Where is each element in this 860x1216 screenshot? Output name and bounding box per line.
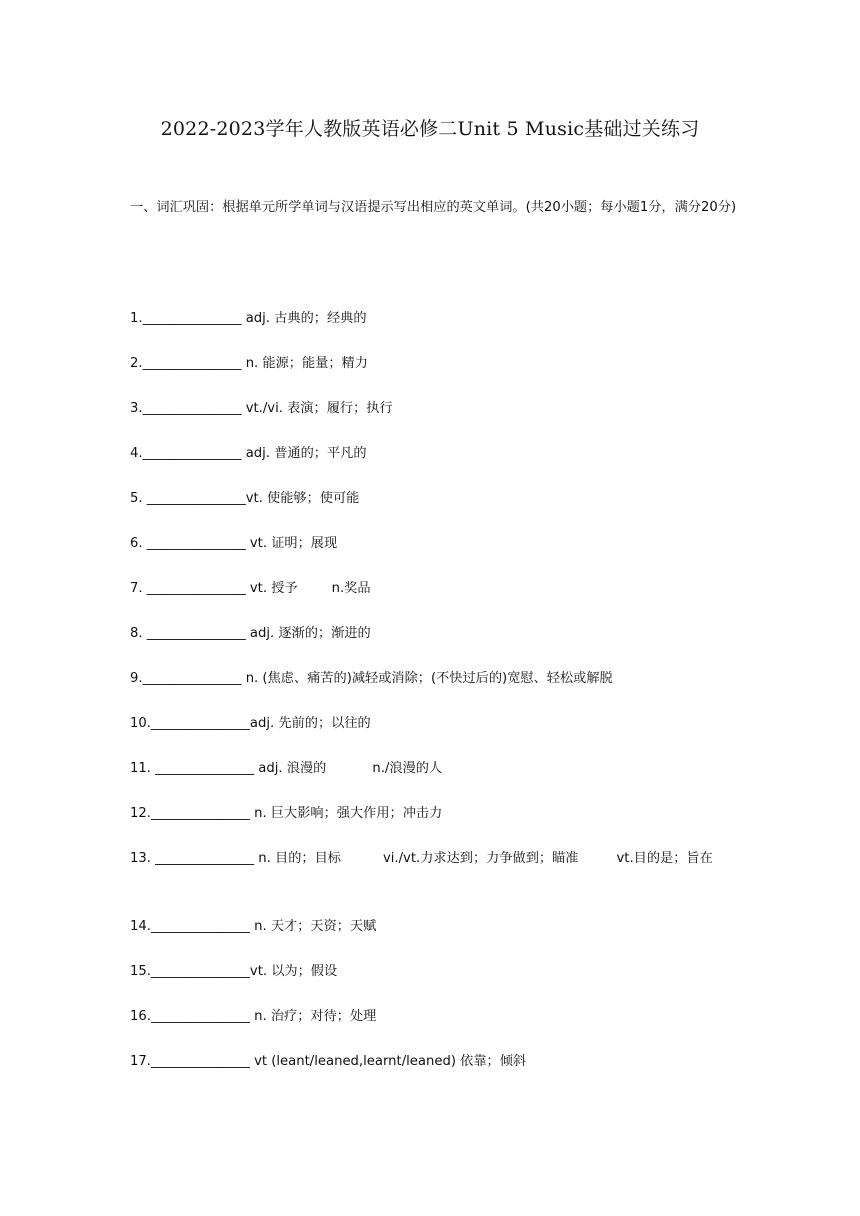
item-definition: n. (焦虑、痛苦的)减轻或消除；(不快过后的)宽慰、轻松或解脱 (241, 671, 613, 686)
item-definition-extra: vt.目的是；旨在 (616, 851, 713, 866)
item-definition: n. 能源；能量；精力 (241, 356, 368, 371)
item-prefix: 11. _______________ (130, 761, 255, 776)
list-item (130, 803, 742, 825)
item-definition: vt. 以为；假设 (249, 964, 338, 979)
item-prefix: 12._______________ (130, 806, 250, 821)
item-prefix: 10._______________ (130, 716, 250, 731)
item-definition: adj. 普通的；平凡的 (241, 446, 367, 461)
list-item (130, 443, 742, 465)
item-prefix: 3._______________ (130, 401, 242, 416)
item-prefix: 9._______________ (130, 671, 242, 686)
item-definition: n. 治疗；对待；处理 (249, 1009, 377, 1024)
item-definition: vt. 授予 (245, 581, 298, 596)
list-item (130, 398, 742, 420)
list-item (130, 578, 742, 600)
item-prefix: 14._______________ (130, 919, 250, 934)
item-prefix: 8. _______________ (130, 626, 246, 641)
list-item (130, 961, 742, 983)
section-instructions: 一、词汇巩固：根据单元所学单词与汉语提示写出相应的英文单词。(共20小题；每小题1分，满分20分) (130, 200, 737, 215)
item-prefix: 13. _______________ (130, 851, 255, 866)
list-item (130, 623, 742, 645)
item-prefix: 15._______________ (130, 964, 250, 979)
item-definition: n. 天才；天资；天赋 (249, 919, 377, 934)
item-prefix: 5. _______________ (130, 491, 246, 506)
list-item (130, 758, 742, 780)
list-item (130, 668, 742, 690)
list-item (130, 533, 742, 555)
item-definition: vt./vi. 表演；履行；执行 (241, 401, 393, 416)
item-definition: adj. 古典的；经典的 (241, 311, 367, 326)
list-item (130, 353, 742, 375)
item-definition: vt (leant/leaned,learnt/leaned) 依靠；倾斜 (249, 1054, 527, 1069)
item-definition: vt. 证明；展现 (245, 536, 338, 551)
list-item (130, 916, 742, 938)
item-definition: n. 目的；目标 (254, 851, 341, 866)
list-item (130, 308, 742, 330)
list-item (130, 713, 742, 735)
item-prefix: 2._______________ (130, 356, 242, 371)
item-prefix: 4._______________ (130, 446, 242, 461)
list-item (130, 1006, 742, 1028)
list-item (130, 488, 742, 510)
item-definition-extra: n./浪漫的人 (372, 761, 443, 776)
item-definition: adj. 逐渐的；渐进的 (245, 626, 371, 641)
item-definition: adj. 先前的；以往的 (249, 716, 371, 731)
item-definition: vt. 使能够；使可能 (245, 491, 360, 506)
item-definition: n. 巨大影响；强大作用；冲击力 (249, 806, 443, 821)
list-item (130, 1051, 742, 1073)
item-prefix: 1._______________ (130, 311, 242, 326)
item-definition-extra: n.奖品 (331, 581, 371, 596)
item-definition: adj. 浪漫的 (254, 761, 327, 776)
item-prefix: 17._______________ (130, 1054, 250, 1069)
item-prefix: 6. _______________ (130, 536, 246, 551)
page-title: 2022-2023学年人教版英语必修二Unit 5 Music基础过关练习 (160, 118, 700, 140)
item-definition-extra: vi./vt.力求达到；力争做到；瞄准 (382, 851, 579, 866)
item-prefix: 7. _______________ (130, 581, 246, 596)
list-item (130, 848, 742, 870)
item-prefix: 16._______________ (130, 1009, 250, 1024)
